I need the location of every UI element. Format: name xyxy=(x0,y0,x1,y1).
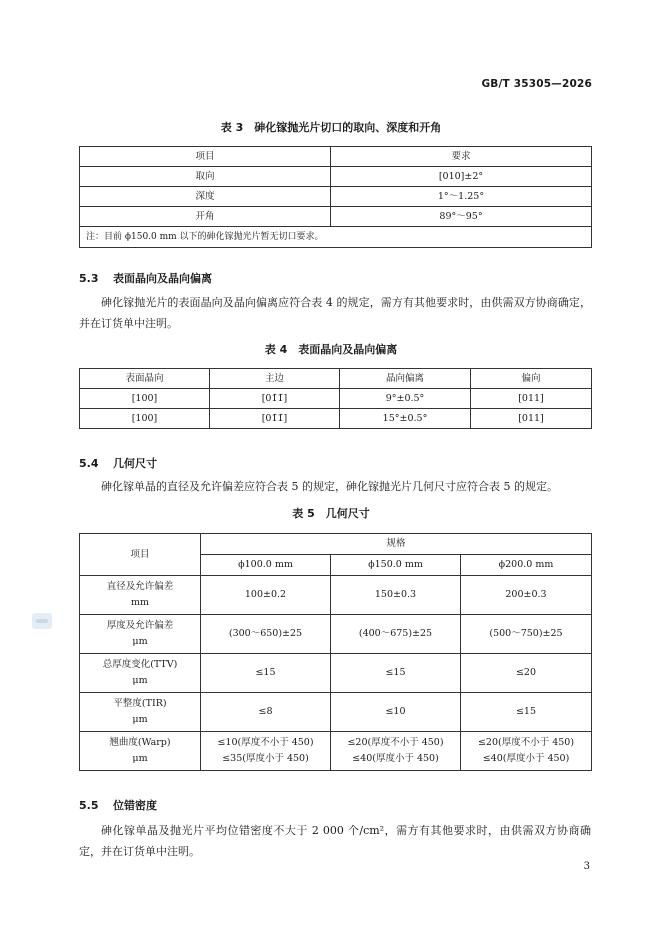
table-cell: [010]±2° xyxy=(331,167,592,187)
table-cell xyxy=(461,732,592,771)
table-row xyxy=(80,732,592,771)
table-cell: 取向 xyxy=(80,167,331,187)
table-cell: [100] xyxy=(80,409,210,429)
table-row xyxy=(80,167,592,187)
table-cell: ≤15 xyxy=(201,654,331,693)
cell-line: ≤20(厚度不小于 450) xyxy=(347,737,444,748)
table-row xyxy=(80,389,592,409)
table-header-cell: ϕ200.0 mm xyxy=(461,555,592,576)
section-title: 几何尺寸 xyxy=(113,457,157,470)
table-cell: (400～675)±25 xyxy=(331,615,461,654)
table4-caption: 表 4 表面晶向及晶向偏离 xyxy=(264,343,398,356)
table5 xyxy=(79,533,592,771)
table-cell: ≤15 xyxy=(461,693,592,732)
table-cell: [01̄1̄] xyxy=(210,389,340,409)
table-cell: 9°±0.5° xyxy=(340,389,471,409)
cell-line: ≤35(厚度小于 450) xyxy=(222,753,309,764)
table-header-cell: 表面晶向 xyxy=(80,369,210,389)
table4 xyxy=(79,368,592,429)
table-cell: 开角 xyxy=(80,207,331,227)
table-cell: (500～750)±25 xyxy=(461,615,592,654)
table-cell: 1°～1.25° xyxy=(331,187,592,207)
table-header-row xyxy=(80,369,592,389)
row-unit: μm xyxy=(132,636,148,647)
table-row xyxy=(80,693,592,732)
row-label: 厚度及允许偏差 xyxy=(106,620,174,631)
row-label: 平整度(TIR) xyxy=(113,698,167,709)
table3-caption: 表 3 砷化镓抛光片切口的取向、深度和开角 xyxy=(220,121,442,134)
table-row xyxy=(80,615,592,654)
paragraph: 砷化镓单晶的直径及允许偏差应符合表 5 的规定，砷化镓抛光片几何尺寸应符合表 5 的规定。 xyxy=(101,480,558,493)
table3-note: 注：目前 ϕ150.0 mm 以下的砷化镓抛光片暂无切口要求。 xyxy=(80,227,592,248)
section-title: 位错密度 xyxy=(113,799,157,812)
table-cell xyxy=(80,732,201,771)
cell-line: ≤40(厚度小于 450) xyxy=(352,753,439,764)
table-cell xyxy=(80,693,201,732)
table-cell: 深度 xyxy=(80,187,331,207)
section-number: 5.3 xyxy=(79,272,99,285)
section-number: 5.5 xyxy=(79,799,99,812)
table-cell: 15°±0.5° xyxy=(340,409,471,429)
table-header-cell: 规格 xyxy=(201,534,592,555)
section-heading xyxy=(79,270,212,286)
table-cell: [100] xyxy=(80,389,210,409)
row-unit: μm xyxy=(132,675,148,686)
table5-caption: 表 5 几何尺寸 xyxy=(292,507,370,520)
table-header-cell: 要求 xyxy=(331,147,592,167)
table-header-cell: 晶向偏离 xyxy=(340,369,471,389)
table-cell: ≤8 xyxy=(201,693,331,732)
section-heading xyxy=(79,797,157,813)
row-unit: μm xyxy=(132,714,148,725)
table-cell: [011] xyxy=(471,389,592,409)
table-cell: 100±0.2 xyxy=(201,576,331,615)
table-cell: 200±0.3 xyxy=(461,576,592,615)
table-cell xyxy=(80,654,201,693)
table-cell: [01̄1̄] xyxy=(210,409,340,429)
table-cell: ≤10 xyxy=(331,693,461,732)
row-label: 总厚度变化(TTV) xyxy=(102,659,178,670)
cell-line: ≤40(厚度小于 450) xyxy=(482,753,570,764)
table-header-cell: ϕ150.0 mm xyxy=(331,555,461,576)
table-note-row xyxy=(80,227,592,248)
page-number: 3 xyxy=(583,861,590,872)
section-title: 表面晶向及晶向偏离 xyxy=(113,272,212,285)
table-header-cell: 项目 xyxy=(80,534,201,576)
row-label: 翘曲度(Warp) xyxy=(109,737,171,748)
table-cell: (300～650)±25 xyxy=(201,615,331,654)
table-cell: 150±0.3 xyxy=(331,576,461,615)
table-header-cell: 项目 xyxy=(80,147,331,167)
table-row xyxy=(80,409,592,429)
table-row xyxy=(80,187,592,207)
table-cell: ≤20 xyxy=(461,654,592,693)
section-heading xyxy=(79,455,157,471)
table-cell xyxy=(80,576,201,615)
table-cell xyxy=(201,732,331,771)
table-header-cell: 主边 xyxy=(210,369,340,389)
table-row xyxy=(80,207,592,227)
row-unit: mm xyxy=(130,597,150,608)
paragraph: 砷化镓单晶及抛光片平均位错密度不大于 2 000 个/cm²，需方有其他要求时，由供需双方协商确定，并在订货单中注明。 xyxy=(79,824,591,858)
side-tab-handle[interactable] xyxy=(32,613,52,629)
table-header-cell: ϕ100.0 mm xyxy=(201,555,331,576)
table-cell: ≤15 xyxy=(331,654,461,693)
table-header-row xyxy=(80,534,592,555)
table-header-cell: 偏向 xyxy=(471,369,592,389)
table-cell: [011] xyxy=(471,409,592,429)
table-row xyxy=(80,576,592,615)
cell-line: ≤10(厚度不小于 450) xyxy=(217,737,314,748)
section-number: 5.4 xyxy=(79,457,99,470)
table3 xyxy=(79,146,592,248)
table-cell xyxy=(331,732,461,771)
table-cell xyxy=(80,615,201,654)
table-row xyxy=(80,654,592,693)
row-unit: μm xyxy=(132,753,148,764)
table-cell: 89°～95° xyxy=(331,207,592,227)
document-id: GB/T 35305—2026 xyxy=(481,78,592,90)
paragraph: 砷化镓抛光片的表面晶向及晶向偏离应符合表 4 的规定，需方有其他要求时，由供需双方协商确定，并在订货单中注明。 xyxy=(79,296,591,330)
table-header-row xyxy=(80,147,592,167)
row-label: 直径及允许偏差 xyxy=(106,581,174,592)
cell-line: ≤20(厚度不小于 450) xyxy=(477,737,575,748)
